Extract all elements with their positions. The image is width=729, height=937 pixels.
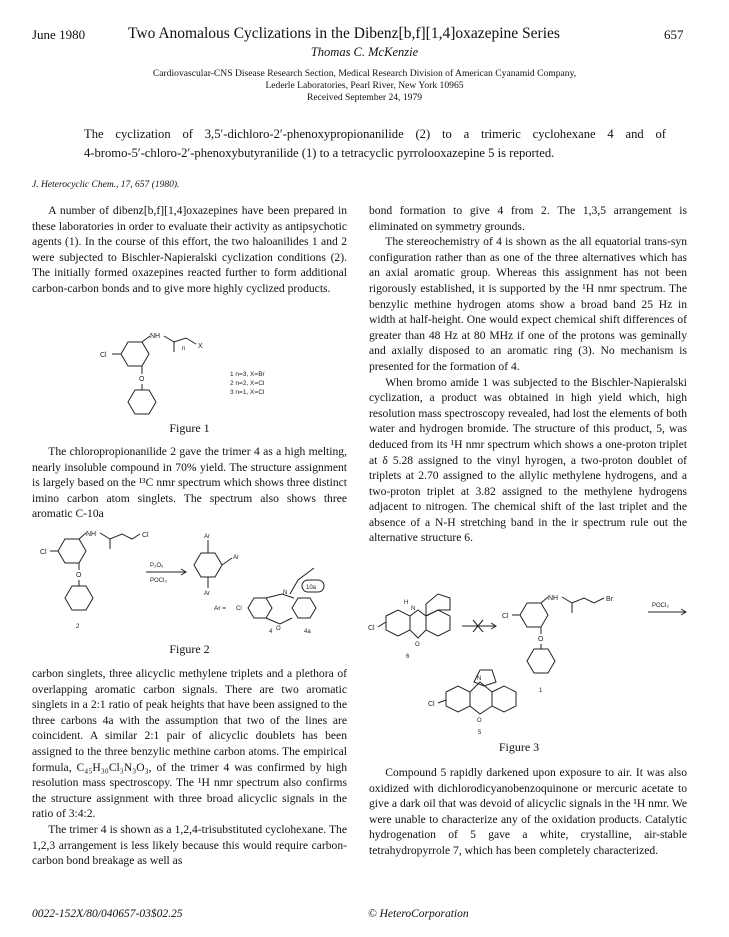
o-label: O [139, 376, 145, 383]
figure-1-caption: Figure 1 [169, 421, 210, 435]
compound-4-label: 4 [269, 629, 273, 635]
cl-label: Cl [502, 613, 509, 620]
compound-6-label: 6 [406, 654, 410, 660]
page-number: 657 [664, 27, 684, 42]
ar-label: Ar [204, 591, 210, 597]
nh-label: NH [86, 531, 97, 538]
affiliation [0, 68, 729, 104]
abstract-line: The cyclization of 3,5′-dichloro-2′-phenoxypropionanilide (2) to a trimeric cyclohexane 4 and of [84, 127, 666, 141]
article-title: Two Anomalous Cyclizations in the Dibenz[b,f][1,4]oxazepine Series [128, 25, 560, 42]
paragraph: carbon singlets, three alicyclic methylene triplets and a plethora of overlapping aromatic carbon signals. There are two aromatic singlets in a 2:1 ratio of peak heights that have been assigned to the three carbons 4a with the assumption that two of the lines are coincident. A similar 2:1 pair of alicyclic doublets has been assigned to the three benzylic methine carbon atoms. The empirical formula, C₄₅H₃₀Cl₃N₃O₃, of the trimer 4 was confirmed by high resolution mass spectroscopy. The ¹H nmr spectrum also confirms the structure assignment with three broad alicyclic signals in the ratio of 3:4:2. [32, 667, 347, 821]
paragraph: A number of dibenz[b,f][1,4]oxazepines have been prepared in these laboratories in order to evaluate their activity as antipsychotic agents (1). In the course of this effort, the two haloanilides 1 and 2 were subjected to Bischler-Napieralski cyclization conditions (2). The initially formed oxazepines reacted further to form additional carbon-carbon bonds and to give more highly cyclized products. [32, 204, 347, 295]
compound-1-label: 1 [539, 688, 543, 694]
n-label: N [411, 606, 416, 612]
cl-label: Cl [428, 701, 435, 708]
o-label: O [76, 572, 82, 579]
abstract [84, 125, 666, 163]
cyclohexane-ring [194, 553, 222, 577]
cl-label: Cl [368, 625, 375, 632]
citation: J. Heterocyclic Chem., 17, 657 (1980). [32, 180, 180, 190]
reagent-1: P₂O₅ [150, 563, 164, 569]
col1-block-2 [32, 444, 347, 522]
col1-block-1 [32, 203, 347, 297]
figure-2-scheme [36, 528, 351, 638]
ar-label: Ar [204, 534, 210, 540]
col2-block-2 [369, 765, 687, 859]
ar-definition: Ar = [214, 605, 227, 612]
figure-1-structure [90, 330, 300, 420]
paragraph: Compound 5 rapidly darkened upon exposure to air. It was also oxidized with dichlorodicyanobenzoquinone or mercuric acetate to give a dark oil that was devoid of alicyclic signals in the ¹H nmr. We were unable to characterize any of the oxidation products. Catalytic hydrogenation of 5 gave a white, crystalline, air-stable tetrahydropyrrole 7, which has been completely characterized. [369, 766, 687, 857]
ar-label: Ar [233, 555, 239, 561]
nh-label: NH [548, 595, 559, 602]
figure-3-caption: Figure 3 [498, 740, 540, 754]
figure-2-caption: Figure 2 [169, 642, 210, 656]
cl-label: Cl [236, 606, 242, 612]
n-label: n [182, 346, 186, 352]
paragraph: When bromo amide 1 was subjected to the Bischler-Napieralski cyclization, a product was obtained in high yield which, high resolution mass spectroscopy revealed, had lost the elements of both water and hydrogen bromide. The structure of this product, 5, was deduced from its ¹H nmr spectrum which shows a one-proton triplet at δ 5.28 assigned to the vinyl hyrogen, a two-proton doublet of triplets at 2.70 assigned to the allylic methylene hydrogens, and a two-proton triplet at 3.82 assigned to the methylene hydrogens adjacent to nitrogen. The chemical shift of the last triplet and the absence of a N-H stretching band in the ir spectrum rule out the alternative structure 6. [369, 375, 687, 545]
header-date: June 1980 [32, 27, 86, 42]
col2-block-1 [369, 203, 687, 546]
phenyl-ring [128, 390, 156, 414]
abstract-line: 4-bromo-5′-chloro-2′-phenoxybutyranilide (1) to a tetracyclic pyrrolooxazepine 5 is reported. [84, 146, 555, 160]
cl-label: Cl [40, 549, 47, 556]
nh-label: NH [150, 333, 161, 340]
col1-block-3 [32, 666, 347, 869]
n-label: N [283, 590, 288, 596]
benzene-ring [121, 342, 149, 366]
author: Thomas C. McKenzie [310, 45, 419, 59]
legend-3: 3 n=1, X=Cl [230, 389, 265, 396]
footer-code: 0022-152X/80/040657-03$02.25 [32, 908, 183, 920]
affiliation-line: Lederle Laboratories, Pearl River, New York 10965 [265, 80, 464, 91]
figure-3-scheme [366, 582, 706, 737]
br-label: Br [606, 596, 613, 603]
paragraph: The stereochemistry of 4 is shown as the all equatorial trans-syn configuration rather than as one of the three alternatives which has an axial aromatic group. Whereas this assignment has not been rigorously established, it is supported by the ¹H nmr spectrum. The benzylic methine hydrogen atoms show a broad band 25 Hz in width at half-height. One would expect chemical shift differences of greater than 48 Hz at 80 MHz if one of the protons was geminally and axially disposed to an aromatic ring (3). No mechanism is presented for the formation of 4. [369, 235, 687, 373]
h-label: H [404, 600, 409, 606]
n-label: N [477, 676, 482, 682]
cl-label: Cl [142, 532, 149, 539]
paragraph: bond formation to give 4 from 2. The 1,3,5 arrangement is eliminated on symmetry grounds. [369, 204, 687, 233]
position-4a-label: 4a [304, 629, 311, 635]
affiliation-line: Cardiovascular-CNS Disease Research Section, Medical Research Division of American Cyanamid Company, [152, 68, 577, 79]
legend-2: 2 n=2, X=Cl [230, 380, 265, 387]
received-date: Received September 24, 1979 [306, 92, 423, 103]
o-label: O [477, 718, 482, 724]
legend-1: 1 n=3, X=Br [230, 371, 265, 378]
compound-5-label: 5 [478, 730, 482, 736]
o-label: O [538, 636, 544, 643]
paragraph: The trimer 4 is shown as a 1,2,4-trisubstituted cyclohexane. The 1,2,3 arrangement is less likely because this would require carbon-carbon bond breakage as well as [32, 822, 347, 868]
o-label: O [276, 626, 281, 632]
reagent-2: POCl₃ [150, 578, 167, 584]
o-label: O [415, 642, 420, 648]
reagent: POCl₃ [652, 603, 669, 609]
x-label: X [198, 343, 203, 350]
footer-copyright: © HeteroCorporation [368, 908, 469, 920]
paragraph: The chloropropionanilide 2 gave the trimer 4 as a high melting, nearly insoluble compound in 70% yield. The structure assignment is largely based on the ¹³C nmr spectrum which shows three distinct imino carbon atom singlets. The spectrum also shows three aromatic C-10a [32, 445, 347, 521]
cl-label: Cl [100, 352, 107, 359]
position-10a-label: 10a [306, 585, 317, 591]
compound-2-label: 2 [76, 624, 80, 630]
